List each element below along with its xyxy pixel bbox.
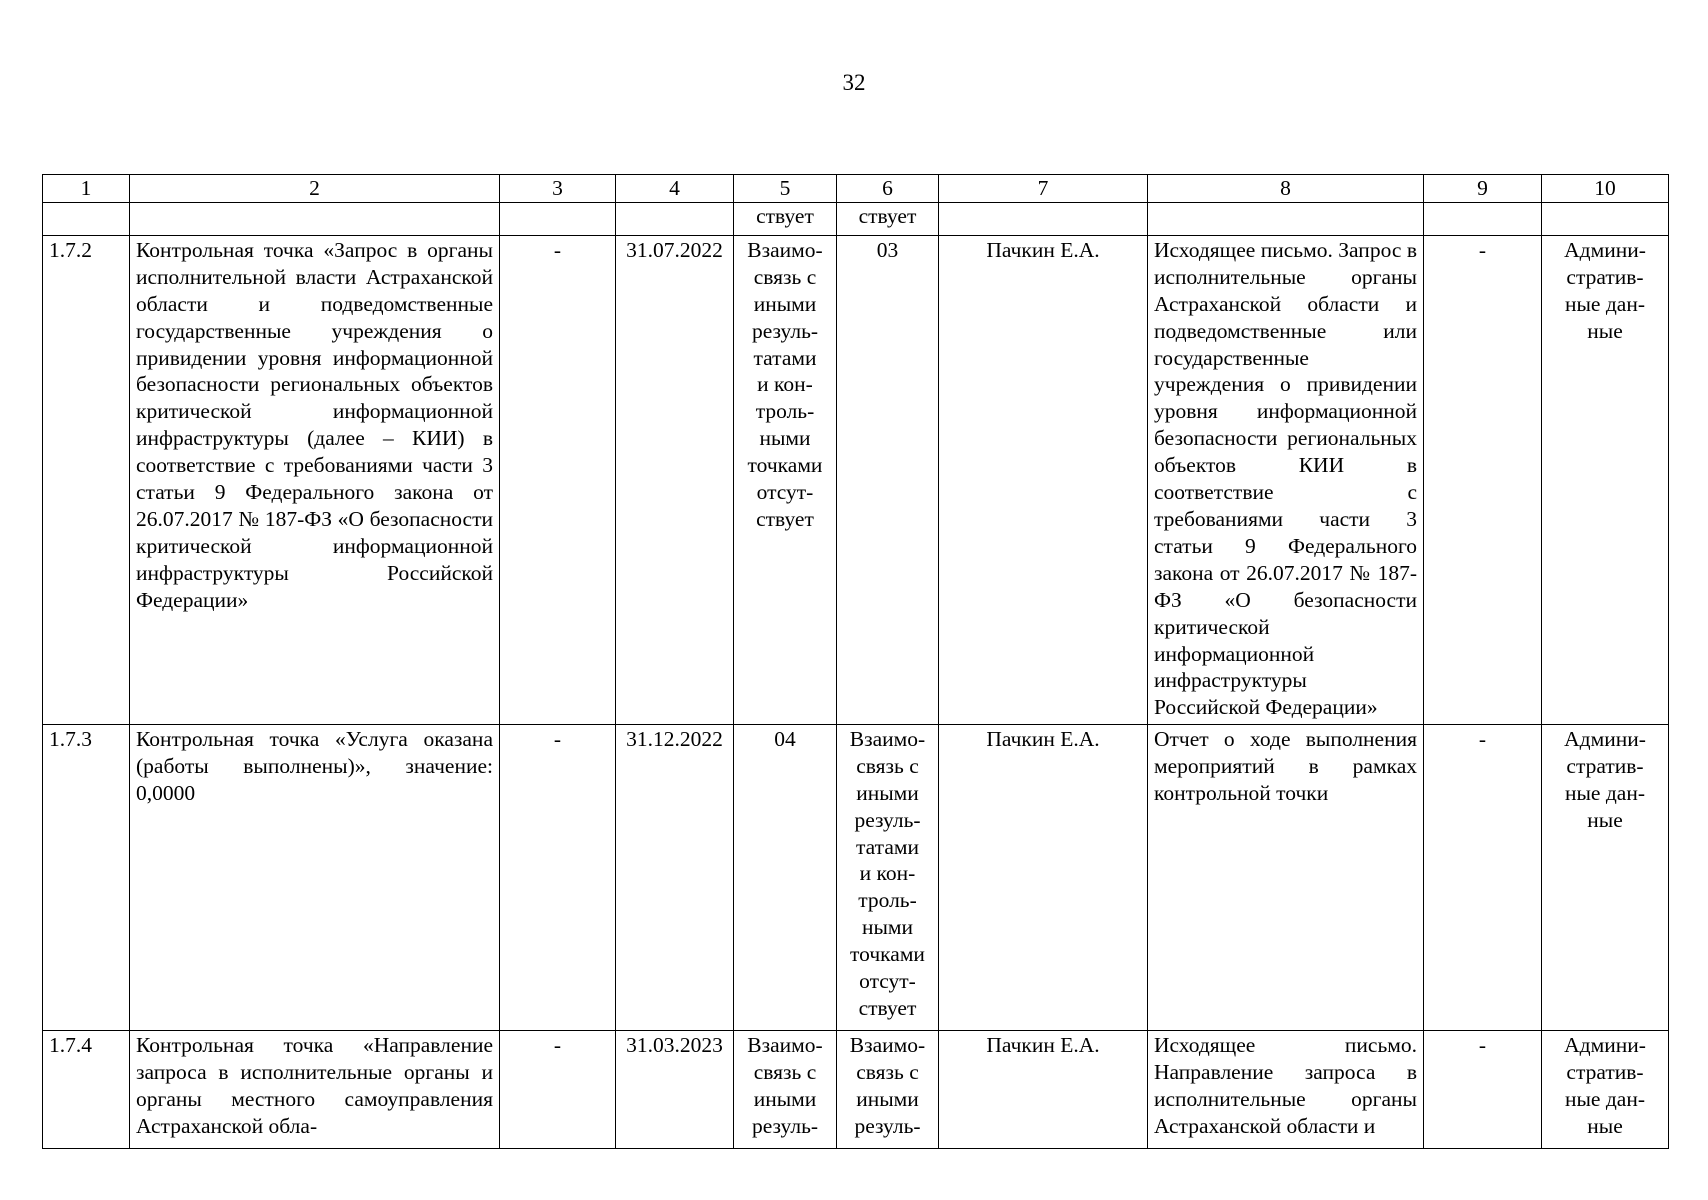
row-col6: Взаимо- связь с иными резуль- bbox=[837, 1030, 939, 1148]
row-responsible: Пачкин Е.А. bbox=[939, 1030, 1148, 1148]
row-responsible: Пачкин Е.А. bbox=[939, 235, 1148, 724]
row-responsible: Пачкин Е.А. bbox=[939, 724, 1148, 1030]
row-date: 31.07.2022 bbox=[616, 235, 734, 724]
column-number-row bbox=[43, 175, 1669, 203]
row-col6: 03 bbox=[837, 235, 939, 724]
continuation-cell bbox=[1542, 202, 1669, 235]
row-document: Исходящее письмо. Запрос в исполнительные органы Астраханской области и подведомственные или государственные учреждения о привидении уровня информационной безопасности региональных объектов КИИ в соответствие с требованиями части 3 статьи 9 Федерального закона от 26.07.2017 № 187-ФЗ «О безопасности критической информационной инфраструктуры Российской Федерации» bbox=[1148, 235, 1424, 724]
continuation-cell bbox=[1148, 202, 1424, 235]
continuation-cell bbox=[500, 202, 616, 235]
column-number: 2 bbox=[130, 175, 500, 203]
column-number: 5 bbox=[734, 175, 837, 203]
page-number: 32 bbox=[842, 70, 866, 95]
row-col5: Взаимо- связь с иными резуль- bbox=[734, 1030, 837, 1148]
row-document: Исходящее письмо. Направление запроса в исполнительные органы Астраханской области и bbox=[1148, 1030, 1424, 1148]
row-col3: - bbox=[500, 724, 616, 1030]
row-col9: - bbox=[1424, 235, 1542, 724]
continuation-cell bbox=[939, 202, 1148, 235]
row-date: 31.03.2023 bbox=[616, 1030, 734, 1148]
row-description: Контрольная точка «Услуга оказана (работы выполнены)», значение: 0,0000 bbox=[130, 724, 500, 1030]
row-number: 1.7.2 bbox=[43, 235, 130, 724]
document-table bbox=[42, 174, 1669, 1149]
table-row-1-7-2 bbox=[43, 235, 1669, 724]
column-number: 9 bbox=[1424, 175, 1542, 203]
row-col5: Взаимо- связь с иными резуль- татами и кон- троль- ными точками отсут- ствует bbox=[734, 235, 837, 724]
column-number: 6 bbox=[837, 175, 939, 203]
column-number: 7 bbox=[939, 175, 1148, 203]
column-number: 3 bbox=[500, 175, 616, 203]
continuation-cell bbox=[1424, 202, 1542, 235]
row-source: Админи- стратив- ные дан- ные bbox=[1542, 1030, 1669, 1148]
continuation-row bbox=[43, 202, 1669, 235]
row-col6: Взаимо- связь с иными резуль- татами и кон- троль- ными точками отсут- ствует bbox=[837, 724, 939, 1030]
row-number: 1.7.4 bbox=[43, 1030, 130, 1148]
row-col3: - bbox=[500, 235, 616, 724]
column-number: 10 bbox=[1542, 175, 1669, 203]
row-description: Контрольная точка «Направление запроса в исполнительные органы и органы местного самоуправления Астраханской обла- bbox=[130, 1030, 500, 1148]
row-col9: - bbox=[1424, 724, 1542, 1030]
continuation-cell bbox=[43, 202, 130, 235]
table-row-1-7-3 bbox=[43, 724, 1669, 1030]
row-document: Отчет о ходе выполнения мероприятий в рамках контрольной точки bbox=[1148, 724, 1424, 1030]
row-description: Контрольная точка «Запрос в органы исполнительной власти Астраханской области и подведомственные государственные учреждения о привидении уровня информационной безопасности региональных объектов критической информационной инфраструктуры (далее – КИИ) в соответствие с требованиями части 3 статьи 9 Федерального закона от 26.07.2017 № 187-ФЗ «О безопасности критической информационной инфраструктуры Российской Федерации» bbox=[130, 235, 500, 724]
row-number: 1.7.3 bbox=[43, 724, 130, 1030]
continuation-cell bbox=[616, 202, 734, 235]
column-number: 1 bbox=[43, 175, 130, 203]
row-col5: 04 bbox=[734, 724, 837, 1030]
row-col9: - bbox=[1424, 1030, 1542, 1148]
row-source: Админи- стратив- ные дан- ные bbox=[1542, 724, 1669, 1030]
column-number: 8 bbox=[1148, 175, 1424, 203]
row-date: 31.12.2022 bbox=[616, 724, 734, 1030]
continuation-cell bbox=[130, 202, 500, 235]
row-col3: - bbox=[500, 1030, 616, 1148]
continuation-cell: ствует bbox=[837, 202, 939, 235]
row-source: Админи- стратив- ные дан- ные bbox=[1542, 235, 1669, 724]
column-number: 4 bbox=[616, 175, 734, 203]
table-row-1-7-4 bbox=[43, 1030, 1669, 1148]
continuation-cell: ствует bbox=[734, 202, 837, 235]
